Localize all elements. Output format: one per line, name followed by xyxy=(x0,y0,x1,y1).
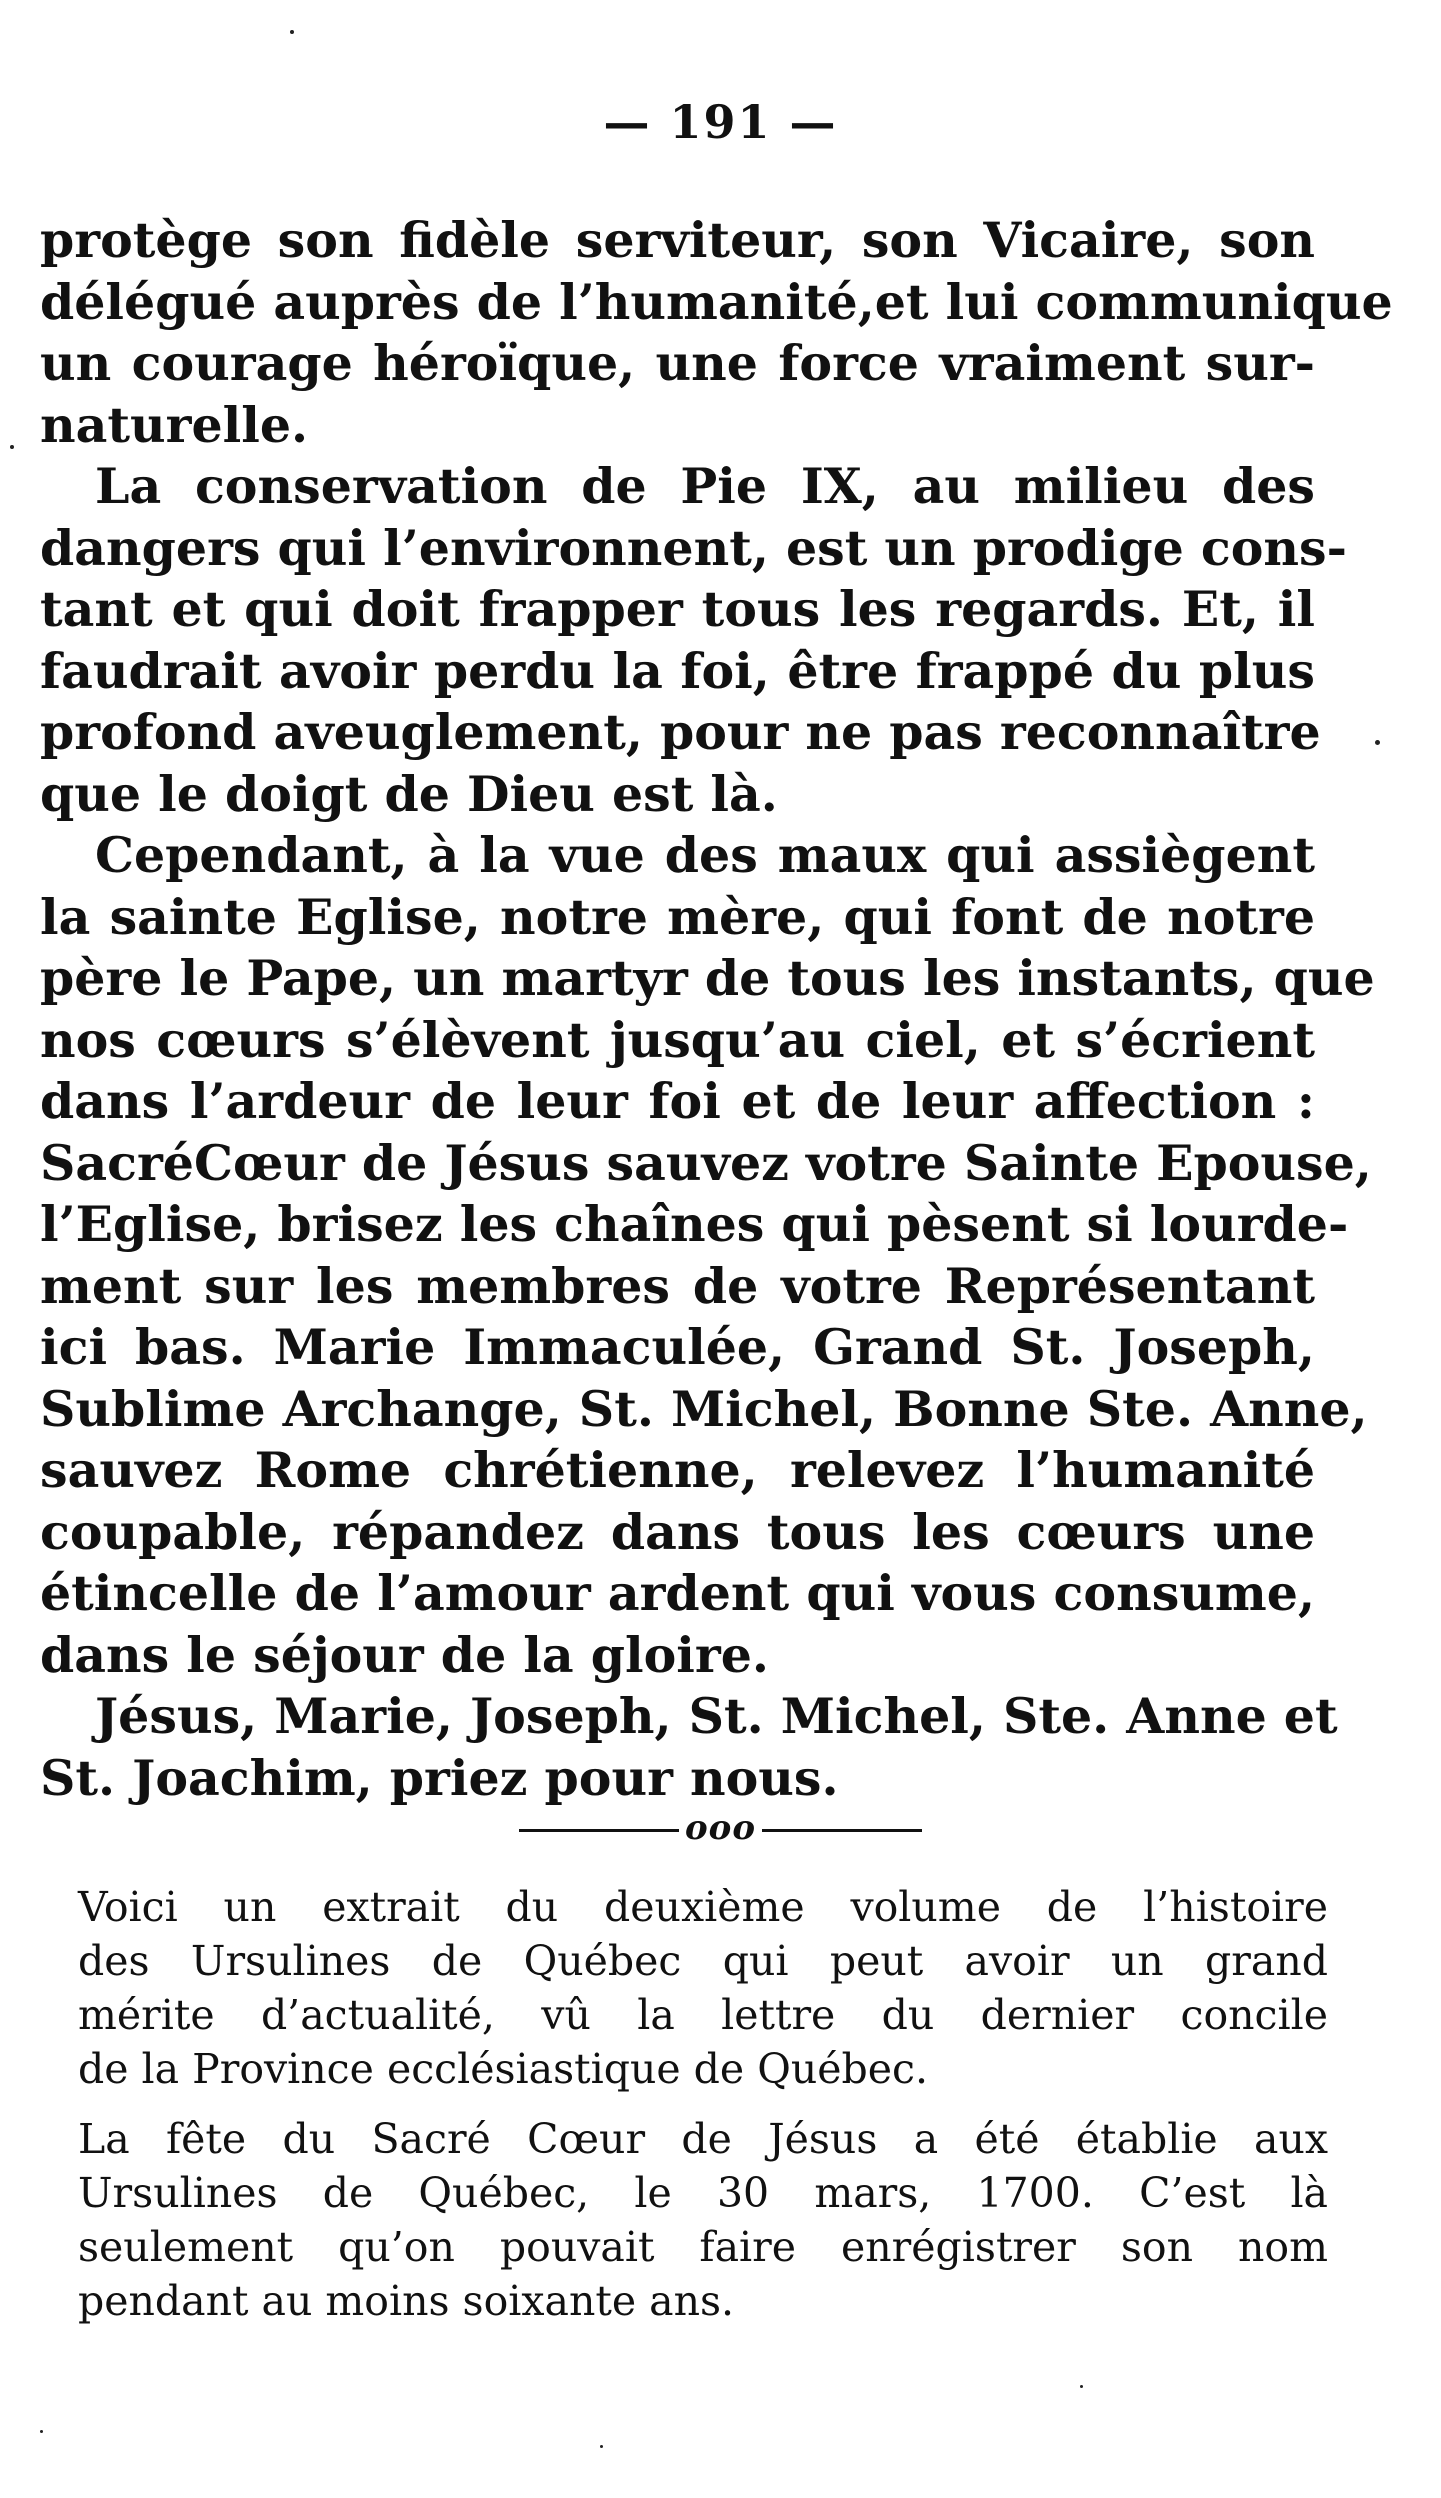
text-line: dans le séjour de la gloire. xyxy=(40,1625,769,1684)
text-line: Cependant, à la vue des maux qui assiègent xyxy=(95,826,1315,884)
text-line: faudrait avoir perdu la foi, être frappé du plus xyxy=(40,641,1315,700)
text-line: coupable, répandez dans tous les cœurs une xyxy=(40,1502,1315,1561)
paper-speck xyxy=(290,30,294,34)
text-line: Ursulines de Québec, le 30 mars, 1700. C’est là xyxy=(78,2169,1328,2217)
text-line: Sublime Archange, St. Michel, Bonne Ste. Anne, xyxy=(40,1379,1368,1438)
text-line: Voici un extrait du deuxième volume de l’histoire xyxy=(78,1883,1328,1931)
text-line: délégué auprès de l’humanité,et lui communique xyxy=(40,272,1393,331)
text-line: nos cœurs s’élèvent jusqu’au ciel, et s’écrient xyxy=(40,1010,1315,1069)
text-line: Jésus, Marie, Joseph, St. Michel, Ste. Anne et xyxy=(95,1687,1338,1745)
text-line: profond aveuglement, pour ne pas reconnaître xyxy=(40,703,1321,761)
text-line: seulement qu’on pouvait faire enrégistrer son nom xyxy=(78,2223,1328,2271)
text-line: St. Joachim, priez pour nous. xyxy=(40,1748,839,1807)
paragraph-gap xyxy=(78,2096,1328,2112)
text-line: l’Eglise, brisez les chaînes qui pèsent si lourde- xyxy=(40,1195,1349,1253)
paper-speck xyxy=(40,2430,43,2433)
text-line: SacréCœur de Jésus sauvez votre Sainte Epouse, xyxy=(40,1133,1372,1192)
text-line: La conservation de Pie IX, au milieu des xyxy=(95,457,1315,515)
text-line: ment sur les membres de votre Représentant xyxy=(40,1256,1315,1315)
text-line: protège son fidèle serviteur, son Vicaire, son xyxy=(40,211,1315,269)
text-line: des Ursulines de Québec qui peut avoir un grand xyxy=(78,1937,1328,1985)
text-line: dangers qui l’environnent, est un prodige cons- xyxy=(40,518,1347,577)
separator-rule-right xyxy=(762,1829,922,1832)
separator-label: ooo xyxy=(684,1808,757,1848)
text-line: La fête du Sacré Cœur de Jésus a été établie aux xyxy=(78,2115,1328,2163)
text-line: de la Province ecclésiastique de Québec. xyxy=(78,2045,929,2093)
section-separator xyxy=(0,1808,1441,1848)
text-line: père le Pape, un martyr de tous les instants, que xyxy=(40,949,1375,1007)
main-text-block xyxy=(40,210,1393,1809)
paper-speck xyxy=(1080,2385,1083,2388)
text-line: naturelle. xyxy=(40,395,309,454)
paper-speck xyxy=(600,2445,603,2448)
text-line: sauvez Rome chrétienne, relevez l’humanité xyxy=(40,1441,1315,1499)
separator-rule-left xyxy=(519,1829,679,1832)
text-line: dans l’ardeur de leur foi et de leur affection : xyxy=(40,1072,1315,1130)
paper-speck xyxy=(10,445,14,449)
text-line: pendant au moins soixante ans. xyxy=(78,2277,735,2325)
text-line: mérite d’actualité, vû la lettre du dernier concile xyxy=(78,1991,1328,2039)
paper-speck xyxy=(1375,740,1380,745)
text-line: un courage héroïque, une force vraiment sur- xyxy=(40,334,1315,392)
text-line: tant et qui doit frapper tous les regards. Et, il xyxy=(40,580,1315,638)
extract-text-block xyxy=(78,1880,1328,2328)
text-line: que le doigt de Dieu est là. xyxy=(40,764,778,823)
text-line: la sainte Eglise, notre mère, qui font de notre xyxy=(40,887,1315,946)
text-line: ici bas. Marie Immaculée, Grand St. Joseph, xyxy=(40,1318,1315,1376)
page-number: — 191 — xyxy=(603,95,838,149)
text-line: étincelle de l’amour ardent qui vous consume, xyxy=(40,1564,1315,1622)
